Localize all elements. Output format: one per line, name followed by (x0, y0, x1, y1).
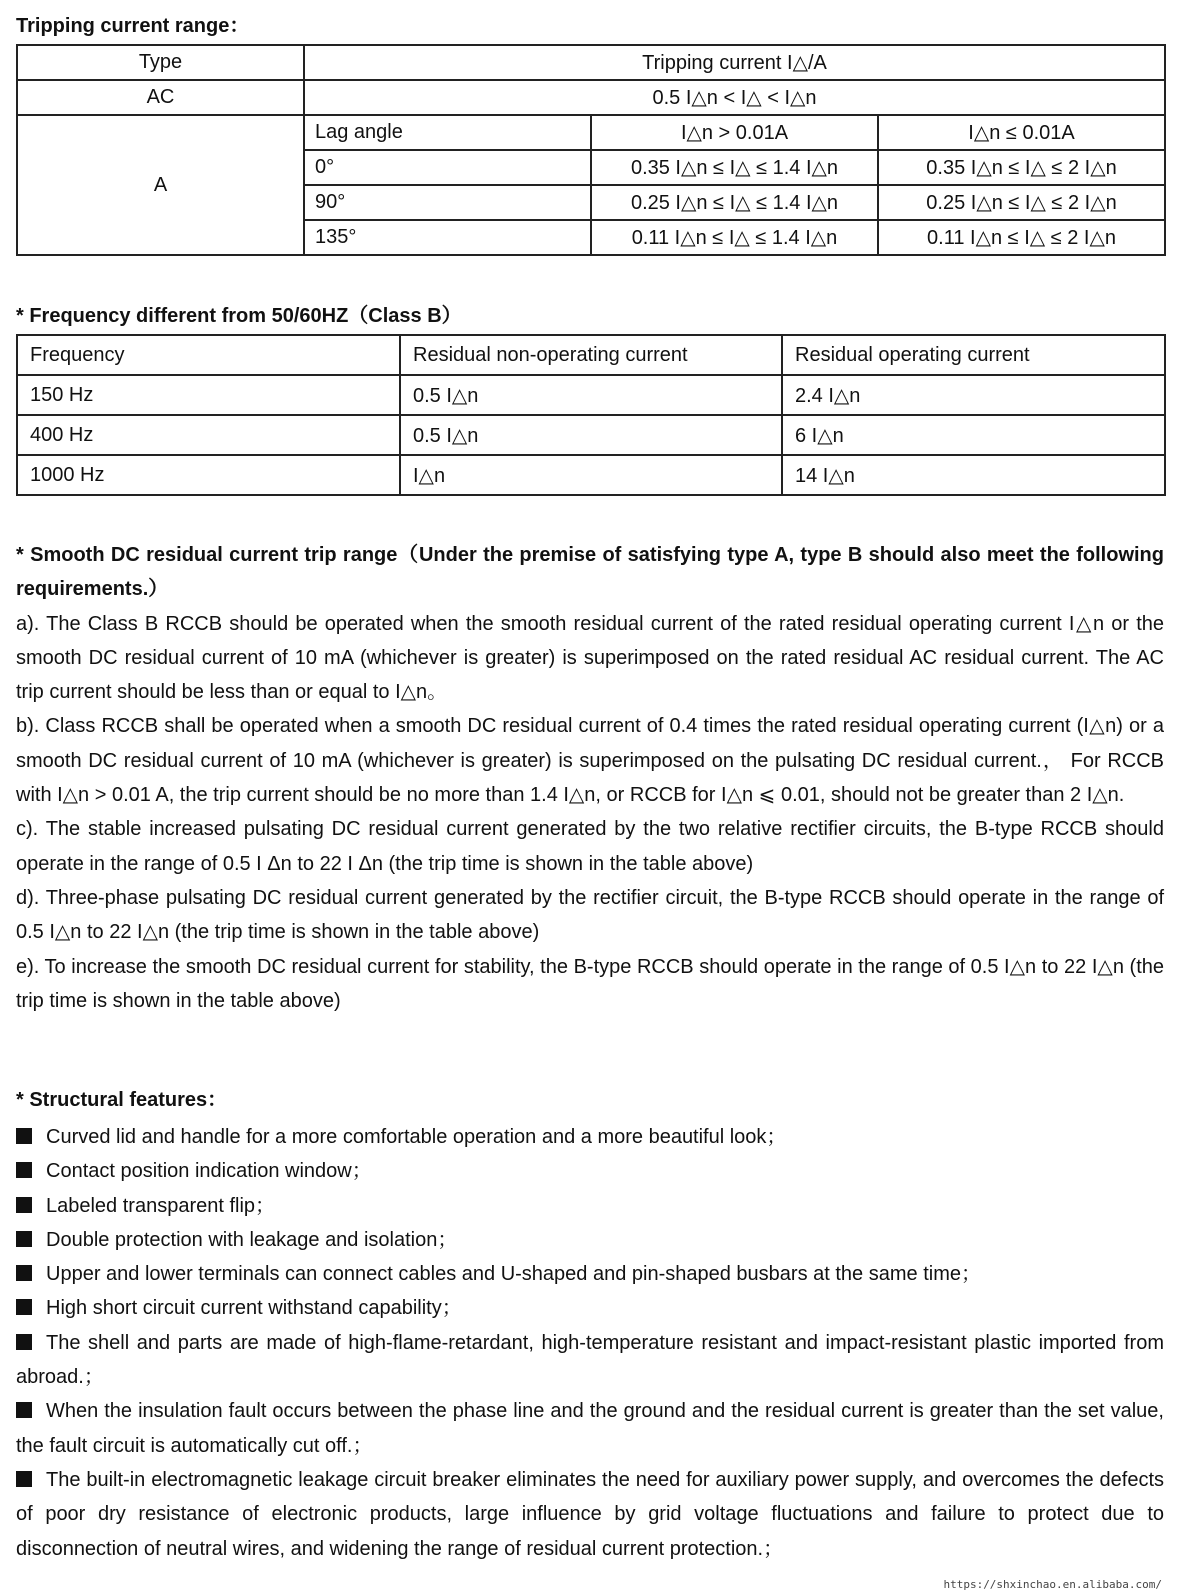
list-item (16, 1257, 1164, 1291)
lag-angle-header: Lag angle (304, 115, 591, 150)
tripping-current-table (16, 44, 1166, 256)
paragraph-b: b). Class RCCB shall be operated when a smooth DC residual current of 0.4 times the rated residual operating current (I△n) or a smooth DC residual current of 10 mA (whichever is greater) is superimposed on the pulsating DC residual current.， For RCCB with I△n > 0.01 A, the trip current should be no more than 1.4 I△n, or RCCB for I△n ⩽ 0.01, should not be greater than 2 I△n. (16, 715, 1164, 807)
header-operating: Residual operating current (782, 335, 1165, 375)
table-header-row (17, 45, 1165, 80)
non-operating-cell: 0.5 I△n (400, 375, 782, 415)
lag-angle: 0° (304, 150, 591, 185)
black-square-icon (16, 1299, 32, 1315)
paragraph-a: a). The Class B RCCB should be operated when the smooth residual current of the rated residual operating current I△n or the smooth DC residual current of 10 mA (whichever is greater) is superimposed on the rated residual AC residual current. The AC trip current should be less than or equal to I△n。 (16, 612, 1164, 704)
watermark-url: https://shxinchao.en.alibaba.com/ (943, 1578, 1162, 1591)
type-a: A (17, 115, 304, 255)
table-row (17, 375, 1165, 415)
list-item-text: High short circuit current withstand capability； (46, 1297, 462, 1320)
black-square-icon (16, 1265, 32, 1281)
paragraph-c: c). The stable increased pulsating DC residual current generated by the two relative rectifier circuits, the B-type RCCB should operate in the range of 0.5 I Δn to 22 I Δn (the trip time is shown in the table above) (16, 818, 1164, 875)
frequency-cell: 150 Hz (17, 375, 400, 415)
frequency-table-title: * Frequency different from 50/60HZ（Class B） (16, 305, 462, 327)
operating-cell: 14 I△n (782, 455, 1165, 495)
lag-angle: 135° (304, 220, 591, 255)
list-item-text: Curved lid and handle for a more comfortable operation and a more beautiful look； (46, 1126, 787, 1148)
black-square-icon (16, 1231, 32, 1247)
non-operating-cell: 0.5 I△n (400, 415, 782, 455)
col-le-001: I△n ≤ 0.01A (878, 115, 1165, 150)
table-row (17, 415, 1165, 455)
range-le: 0.11 I△n ≤ I△ ≤ 2 I△n (878, 220, 1165, 255)
list-item (16, 1394, 1164, 1463)
table-row-ac (17, 80, 1165, 115)
frequency-cell: 1000 Hz (17, 455, 400, 495)
range-le: 0.35 I△n ≤ I△ ≤ 2 I△n (878, 150, 1165, 185)
list-item (16, 1291, 1164, 1325)
paragraph-d: d). Three-phase pulsating DC residual current generated by the rectifier circuit, the B-type RCCB should operate in the range of 0.5 I△n to 22 I△n (the trip time is shown in the table above) (16, 886, 1164, 944)
black-square-icon (16, 1128, 32, 1144)
list-item-text: Labeled transparent flip； (46, 1194, 276, 1217)
type-ac: AC (17, 80, 304, 115)
list-item-text: When the insulation fault occurs between the phase line and the ground and the residual current is greater than the set value, the fault circuit is automatically cut off.； (16, 1400, 1164, 1457)
lag-angle: 90° (304, 185, 591, 220)
dc-section-title: * Smooth DC residual current trip range（Under the premise of satisfying type A, type B should also meet the following requirements.） (16, 544, 1164, 601)
black-square-icon (16, 1197, 32, 1213)
operating-cell: 2.4 I△n (782, 375, 1165, 415)
range-le: 0.25 I△n ≤ I△ ≤ 2 I△n (878, 185, 1165, 220)
structural-features-list (16, 1120, 1164, 1566)
black-square-icon (16, 1402, 32, 1418)
header-frequency: Frequency (17, 335, 400, 375)
list-item (16, 1223, 1164, 1257)
table-row-a-subheader (17, 115, 1165, 150)
black-square-icon (16, 1471, 32, 1487)
range-gt: 0.35 I△n ≤ I△ ≤ 1.4 I△n (591, 150, 878, 185)
list-item-text: Contact position indication window； (46, 1160, 372, 1183)
paragraph-e: e). To increase the smooth DC residual current for stability, the B-type RCCB should operate in the range of 0.5 I△n to 22 I△n (the trip time is shown in the table above) (16, 955, 1164, 1012)
table-row (17, 455, 1165, 495)
operating-cell: 6 I△n (782, 415, 1165, 455)
range-gt: 0.25 I△n ≤ I△ ≤ 1.4 I△n (591, 185, 878, 220)
list-item (16, 1463, 1164, 1566)
header-non-operating: Residual non-operating current (400, 335, 782, 375)
list-item-text: Upper and lower terminals can connect cables and U-shaped and pin-shaped busbars at the same time； (46, 1263, 981, 1286)
list-item (16, 1189, 1164, 1223)
list-item (16, 1120, 1164, 1154)
col-gt-001: I△n > 0.01A (591, 115, 878, 150)
non-operating-cell: I△n (400, 455, 782, 495)
list-item (16, 1326, 1164, 1395)
tripping-table-title: Tripping current range： (16, 15, 250, 37)
frequency-cell: 400 Hz (17, 415, 400, 455)
black-square-icon (16, 1162, 32, 1178)
table-header-row (17, 335, 1165, 375)
frequency-table (16, 334, 1166, 496)
ac-range: 0.5 I△n < I△ < I△n (304, 80, 1165, 115)
list-item-text: The built-in electromagnetic leakage circuit breaker eliminates the need for auxiliary power supply, and overcomes the defects of poor dry resistance of electronic products, large influence by grid voltage fluctuations and failure to protect due to disconnection of neutral wires, and widening the range of residual current protection.； (16, 1468, 1164, 1560)
structural-features-title: * Structural features： (16, 1089, 228, 1111)
header-type: Type (17, 45, 304, 80)
range-gt: 0.11 I△n ≤ I△ ≤ 1.4 I△n (591, 220, 878, 255)
header-tripping-current: Tripping current I△/A (304, 45, 1165, 80)
list-item-text: The shell and parts are made of high-flame-retardant, high-temperature resistant and impact-resistant plastic imported from abroad.； (16, 1331, 1164, 1389)
black-square-icon (16, 1334, 32, 1350)
dc-residual-section (16, 538, 1164, 1018)
list-item (16, 1154, 1164, 1188)
list-item-text: Double protection with leakage and isolation； (46, 1228, 458, 1251)
